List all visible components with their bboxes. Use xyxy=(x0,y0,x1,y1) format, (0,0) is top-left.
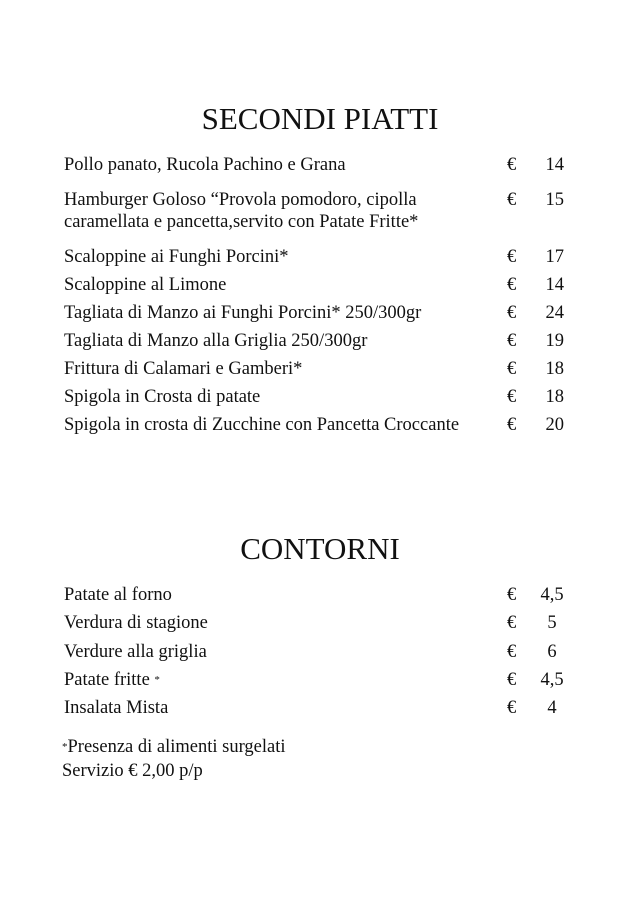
item-price: 18 xyxy=(545,387,564,407)
item-price: 14 xyxy=(545,155,564,175)
item-name-text: Tagliata di Manzo ai Funghi Porcini* 250/300gr xyxy=(64,303,422,323)
currency-symbol: € xyxy=(507,698,517,718)
item-name xyxy=(64,414,494,436)
item-name-text: Insalata Mista xyxy=(64,698,169,718)
item-price: 6 xyxy=(547,642,557,662)
item-price: 24 xyxy=(545,303,564,323)
item-name xyxy=(64,612,494,634)
currency-symbol: € xyxy=(507,642,517,662)
item-price: 17 xyxy=(545,247,564,267)
contorni-title: CONTORNI xyxy=(240,531,400,566)
item-price: 4,5 xyxy=(540,585,564,605)
item-name-text: Pollo panato, Rucola Pachino e Grana xyxy=(64,155,346,175)
item-name-text: Patate al forno xyxy=(64,585,172,605)
currency-symbol: € xyxy=(507,415,517,435)
currency-symbol: € xyxy=(507,331,517,351)
currency-symbol: € xyxy=(507,613,517,633)
item-name-text: Verdura di stagione xyxy=(64,613,208,633)
item-name xyxy=(64,330,494,352)
item-name xyxy=(64,189,494,233)
item-name xyxy=(64,274,494,296)
item-name-text: Scaloppine ai Funghi Porcini* xyxy=(64,247,289,267)
currency-symbol: € xyxy=(507,303,517,323)
asterisk: * xyxy=(62,741,68,753)
item-name-text: Patate fritte xyxy=(64,670,150,690)
item-name xyxy=(64,386,494,408)
currency-symbol: € xyxy=(507,585,517,605)
item-name xyxy=(64,358,494,380)
item-name xyxy=(64,697,494,719)
item-price: 5 xyxy=(547,613,557,633)
frozen-note-text: Presenza di alimenti surgelati xyxy=(67,737,286,757)
item-name-text: Scaloppine al Limone xyxy=(64,275,227,295)
item-price: 15 xyxy=(545,190,564,210)
currency-symbol: € xyxy=(507,275,517,295)
item-name-text: Hamburger Goloso “Provola pomodoro, cipolla caramellata e pancetta,servito con Patate Fritte* xyxy=(64,190,419,232)
currency-symbol: € xyxy=(507,155,517,175)
currency-symbol: € xyxy=(507,359,517,379)
item-name xyxy=(64,154,494,176)
item-price: 18 xyxy=(545,359,564,379)
item-price: 4 xyxy=(547,698,557,718)
secondi-title: SECONDI PIATTI xyxy=(201,101,439,136)
service-note: Servizio € 2,00 p/p xyxy=(62,761,203,781)
item-name-text: Spigola in Crosta di patate xyxy=(64,387,261,407)
currency-symbol: € xyxy=(507,387,517,407)
frozen-note xyxy=(62,736,286,758)
item-name-text: Verdure alla griglia xyxy=(64,642,207,662)
item-price: 4,5 xyxy=(540,670,564,690)
item-price: 19 xyxy=(545,331,564,351)
currency-symbol: € xyxy=(507,190,517,210)
item-name-text: Spigola in crosta di Zucchine con Pancetta Croccante xyxy=(64,415,460,435)
item-name xyxy=(64,246,494,268)
item-name-text: Tagliata di Manzo alla Griglia 250/300gr xyxy=(64,331,368,351)
item-name-text: Frittura di Calamari e Gamberi* xyxy=(64,359,303,379)
item-name xyxy=(64,584,494,606)
item-price: 20 xyxy=(545,415,564,435)
currency-symbol: € xyxy=(507,247,517,267)
item-name xyxy=(64,302,494,324)
item-name xyxy=(64,641,494,663)
asterisk: * xyxy=(154,674,160,686)
item-name xyxy=(64,669,494,691)
currency-symbol: € xyxy=(507,670,517,690)
item-price: 14 xyxy=(545,275,564,295)
